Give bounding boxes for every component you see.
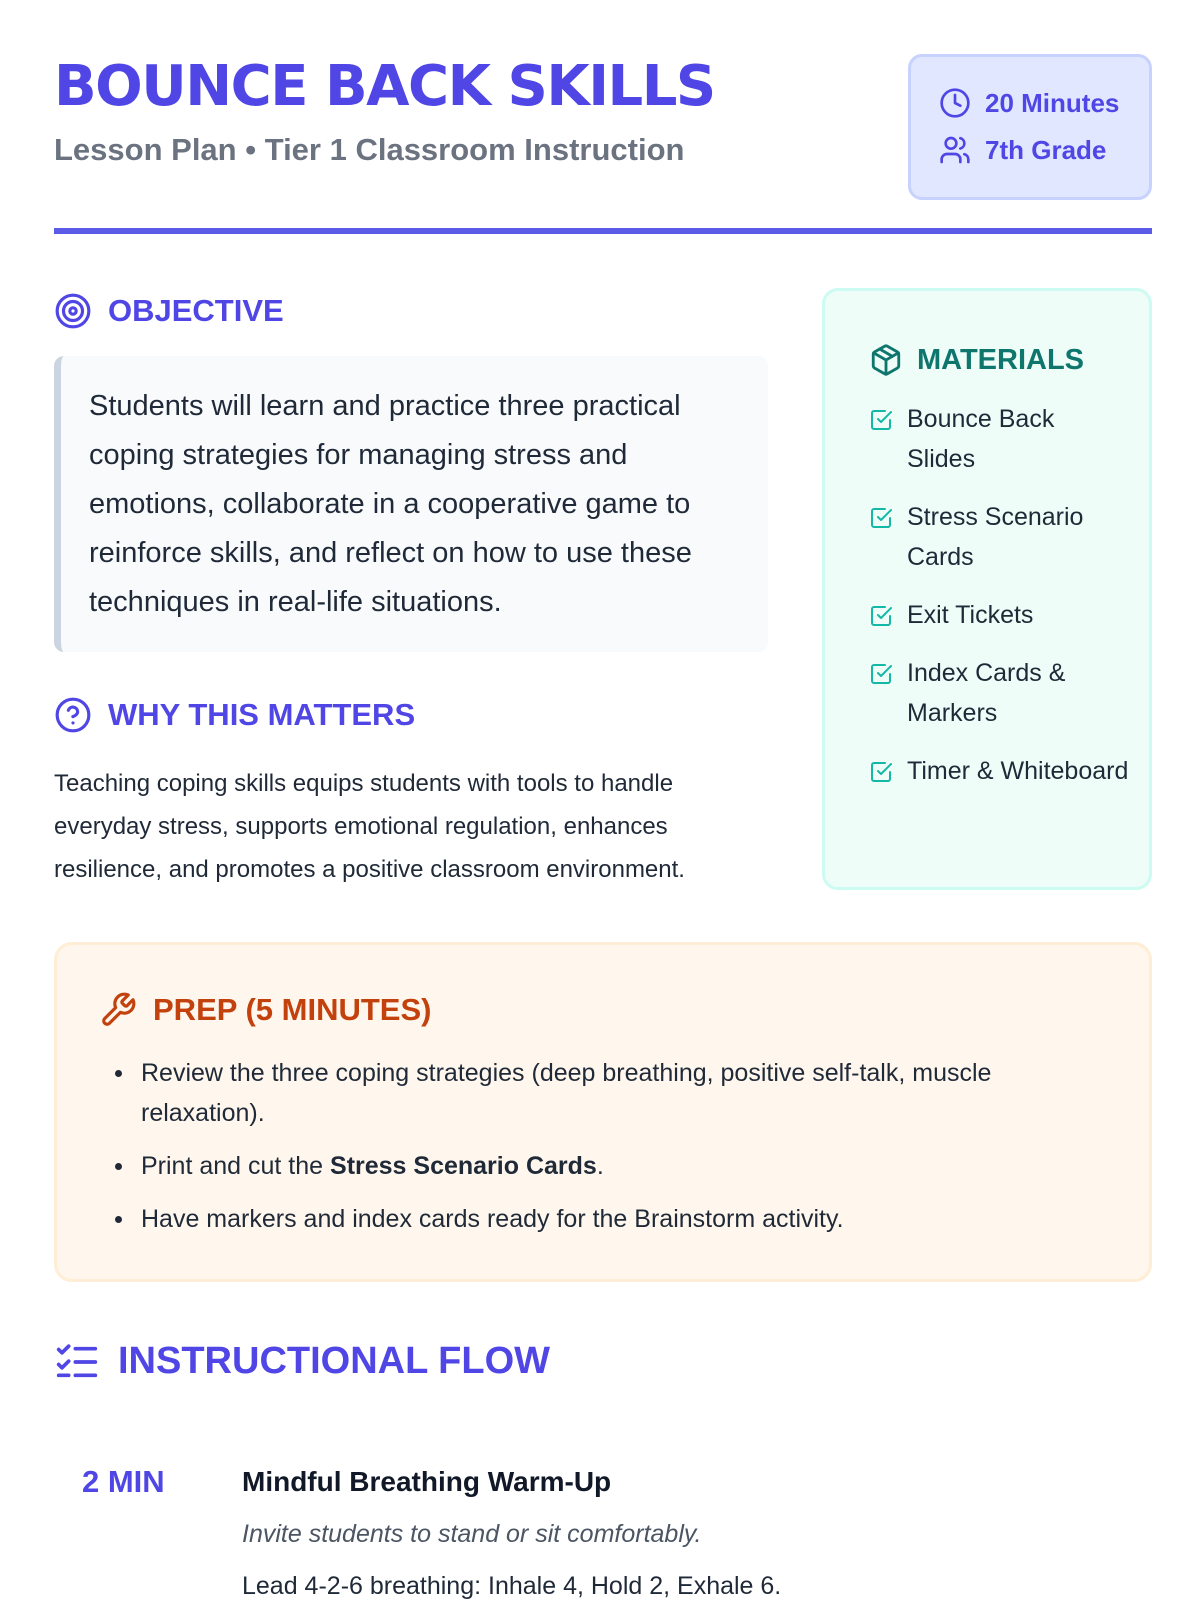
- flow-step: [54, 1460, 1152, 1600]
- materials-heading-label: MATERIALS: [917, 343, 1085, 376]
- package-icon: [869, 343, 903, 377]
- checklist-icon: [54, 1342, 100, 1382]
- users-icon: [939, 134, 971, 166]
- grade-label: 7th Grade: [985, 134, 1107, 165]
- prep-item-text-end: .: [596, 1152, 604, 1180]
- prep-item-text: Have markers and index cards ready for the Brainstorm activity.: [141, 1205, 844, 1233]
- prep-item-text: Print and cut the: [141, 1152, 331, 1180]
- objective-heading: [54, 292, 284, 330]
- prep-item-emphasis: Stress Scenario Cards: [330, 1152, 597, 1180]
- materials-heading: [869, 343, 1084, 377]
- clock-icon: [939, 87, 971, 119]
- materials-item-label: Stress Scenario Cards: [907, 503, 1084, 571]
- prep-item-text: Review the three coping strategies (deep breathing, positive self-talk, muscle relaxation).: [141, 1059, 992, 1127]
- step-title: Mindful Breathing Warm-Up: [242, 1466, 612, 1497]
- step-detail: Lead 4-2-6 breathing: Inhale 4, Hold 2, Exhale 6.: [242, 1572, 782, 1600]
- target-icon: [54, 292, 92, 330]
- materials-list-item: [869, 653, 1129, 733]
- page-title: BOUNCE BACK SKILLS: [54, 54, 715, 119]
- objective-text: Students will learn and practice three practical coping strategies for managing stress and emotions, collaborate in a cooperative game to reinforce skills, and reflect on how to use these techniques in real-life situations.: [54, 356, 768, 652]
- checkbox-checked-icon: [869, 662, 893, 686]
- wrench-icon: [99, 991, 137, 1029]
- materials-item-label: Exit Tickets: [907, 601, 1034, 629]
- objective-heading-label: OBJECTIVE: [108, 293, 284, 328]
- duration-label: 20 Minutes: [985, 87, 1120, 118]
- materials-item-label: Bounce Back Slides: [907, 405, 1055, 473]
- grade-row: [939, 134, 1106, 166]
- question-icon: [54, 696, 92, 734]
- prep-panel: [54, 942, 1152, 1282]
- prep-list-item: [113, 1146, 1093, 1186]
- materials-list-item: [869, 751, 1129, 791]
- step-note: Invite students to stand or sit comfortably.: [242, 1520, 702, 1548]
- duration-row: [939, 87, 1119, 119]
- header-divider: [54, 228, 1152, 234]
- materials-list-item: [869, 399, 1129, 479]
- instructional-flow-heading-label: INSTRUCTIONAL FLOW: [118, 1340, 551, 1382]
- materials-panel: [822, 288, 1152, 890]
- materials-item-label: Index Cards & Markers: [907, 659, 1066, 727]
- lesson-header: [54, 50, 1152, 240]
- checkbox-checked-icon: [869, 760, 893, 784]
- checkbox-checked-icon: [869, 408, 893, 432]
- page-subtitle: Lesson Plan • Tier 1 Classroom Instruction: [54, 132, 685, 167]
- why-heading: [54, 696, 415, 734]
- checkbox-checked-icon: [869, 604, 893, 628]
- lesson-meta-box: [908, 54, 1152, 200]
- materials-item-label: Timer & Whiteboard: [907, 757, 1129, 785]
- why-text: Teaching coping skills equips students with tools to handle everyday stress, supports emotional regulation, enhances resilience, and promotes a positive classroom environment.: [54, 770, 685, 883]
- instructional-flow-heading: [54, 1340, 550, 1383]
- prep-heading: [99, 991, 431, 1029]
- materials-list-item: [869, 595, 1129, 635]
- prep-list: [113, 1053, 1093, 1252]
- step-duration: 2 MIN: [82, 1464, 165, 1499]
- prep-heading-label: PREP (5 MINUTES): [153, 992, 432, 1027]
- materials-list-item: [869, 497, 1129, 577]
- why-heading-label: WHY THIS MATTERS: [108, 697, 416, 732]
- prep-list-item: [113, 1053, 1093, 1133]
- prep-list-item: [113, 1199, 1093, 1239]
- checkbox-checked-icon: [869, 506, 893, 530]
